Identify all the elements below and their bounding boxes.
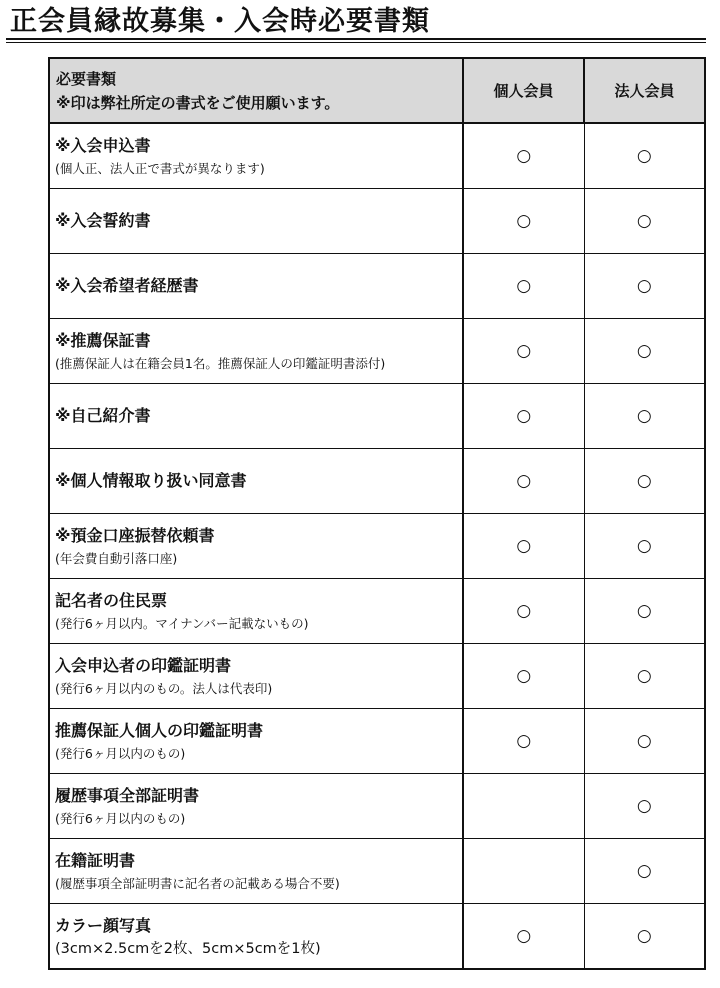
document-name: 入会申込者の印鑑証明書 [55, 656, 232, 675]
document-name: ※自己紹介書 [55, 406, 151, 425]
document-cell [49, 514, 463, 579]
individual-required-mark: ○ [463, 449, 584, 514]
corporate-required-mark: ○ [584, 774, 705, 839]
document-note: (個人正、法人正で書式が異なります) [55, 161, 265, 176]
table-row [49, 904, 705, 970]
document-name: ※入会誓約書 [55, 211, 151, 230]
header-corporate-member: 法人会員 [584, 58, 705, 123]
page-title: 正会員縁故募集・入会時必要書類 [10, 6, 430, 37]
individual-required-mark: ○ [463, 904, 584, 970]
document-name: ※個人情報取り扱い同意書 [55, 471, 247, 490]
individual-required-mark: ○ [463, 644, 584, 709]
corporate-required-mark: ○ [584, 189, 705, 254]
document-note: (発行6ヶ月以内。マイナンバー記載ないもの) [55, 616, 309, 631]
corporate-required-mark: ○ [584, 123, 705, 189]
individual-required-mark: ○ [463, 709, 584, 774]
document-name: ※入会申込書 [55, 136, 151, 155]
individual-required-mark [463, 774, 584, 839]
document-note: (発行6ヶ月以内のもの。法人は代表印) [55, 681, 273, 696]
document-name: 在籍証明書 [55, 851, 136, 870]
corporate-required-mark: ○ [584, 319, 705, 384]
header-documents-note: ※印は弊社所定の書式をご使用願います。 [56, 93, 340, 112]
table-row [49, 189, 705, 254]
individual-required-mark: ○ [463, 319, 584, 384]
table-row [49, 709, 705, 774]
document-cell [49, 644, 463, 709]
title-underline [6, 38, 706, 40]
individual-required-mark [463, 839, 584, 904]
document-name: ※預金口座振替依頼書 [55, 526, 215, 545]
corporate-required-mark: ○ [584, 449, 705, 514]
table-row [49, 384, 705, 449]
document-cell [49, 319, 463, 384]
corporate-required-mark: ○ [584, 709, 705, 774]
corporate-required-mark: ○ [584, 514, 705, 579]
document-cell [49, 449, 463, 514]
document-note: (推薦保証人は在籍会員1名。推薦保証人の印鑑証明書添付) [55, 356, 386, 371]
document-note: (発行6ヶ月以内のもの) [55, 746, 186, 761]
document-note: (年会費自動引落口座) [55, 551, 178, 566]
document-name: 履歴事項全部証明書 [55, 786, 200, 805]
header-individual-member: 個人会員 [463, 58, 584, 123]
document-note: (3cm×2.5cmを2枚、5cm×5cmを1枚) [55, 941, 321, 957]
title-underline-thin [6, 42, 706, 43]
document-cell [49, 189, 463, 254]
corporate-required-mark: ○ [584, 839, 705, 904]
individual-required-mark: ○ [463, 579, 584, 644]
table-row [49, 579, 705, 644]
table-row [49, 319, 705, 384]
header-documents-label: 必要書類 [56, 69, 117, 88]
document-cell [49, 254, 463, 319]
corporate-required-mark: ○ [584, 254, 705, 319]
document-note: (発行6ヶ月以内のもの) [55, 811, 186, 826]
table-row [49, 514, 705, 579]
table-row [49, 774, 705, 839]
document-name: 記名者の住民票 [55, 591, 168, 610]
corporate-required-mark: ○ [584, 384, 705, 449]
table-body [49, 123, 705, 969]
table-row [49, 123, 705, 189]
document-cell [49, 123, 463, 189]
table-header-row [49, 58, 705, 123]
document-name: ※入会希望者経歴書 [55, 276, 199, 295]
required-documents-table [48, 57, 706, 970]
corporate-required-mark: ○ [584, 904, 705, 970]
document-name: 推薦保証人個人の印鑑証明書 [55, 721, 264, 740]
header-documents [49, 58, 463, 123]
individual-required-mark: ○ [463, 189, 584, 254]
table-row [49, 839, 705, 904]
individual-required-mark: ○ [463, 384, 584, 449]
document-name: カラー顔写真 [55, 916, 152, 935]
document-note: (履歴事項全部証明書に記名者の記載ある場合不要) [55, 876, 340, 891]
document-cell [49, 904, 463, 970]
individual-required-mark: ○ [463, 514, 584, 579]
document-cell [49, 774, 463, 839]
document-name: ※推薦保証書 [55, 331, 151, 350]
document-cell [49, 839, 463, 904]
corporate-required-mark: ○ [584, 644, 705, 709]
individual-required-mark: ○ [463, 254, 584, 319]
individual-required-mark: ○ [463, 123, 584, 189]
table-row [49, 449, 705, 514]
document-cell [49, 579, 463, 644]
table-row [49, 644, 705, 709]
corporate-required-mark: ○ [584, 579, 705, 644]
document-cell [49, 384, 463, 449]
table-row [49, 254, 705, 319]
document-cell [49, 709, 463, 774]
